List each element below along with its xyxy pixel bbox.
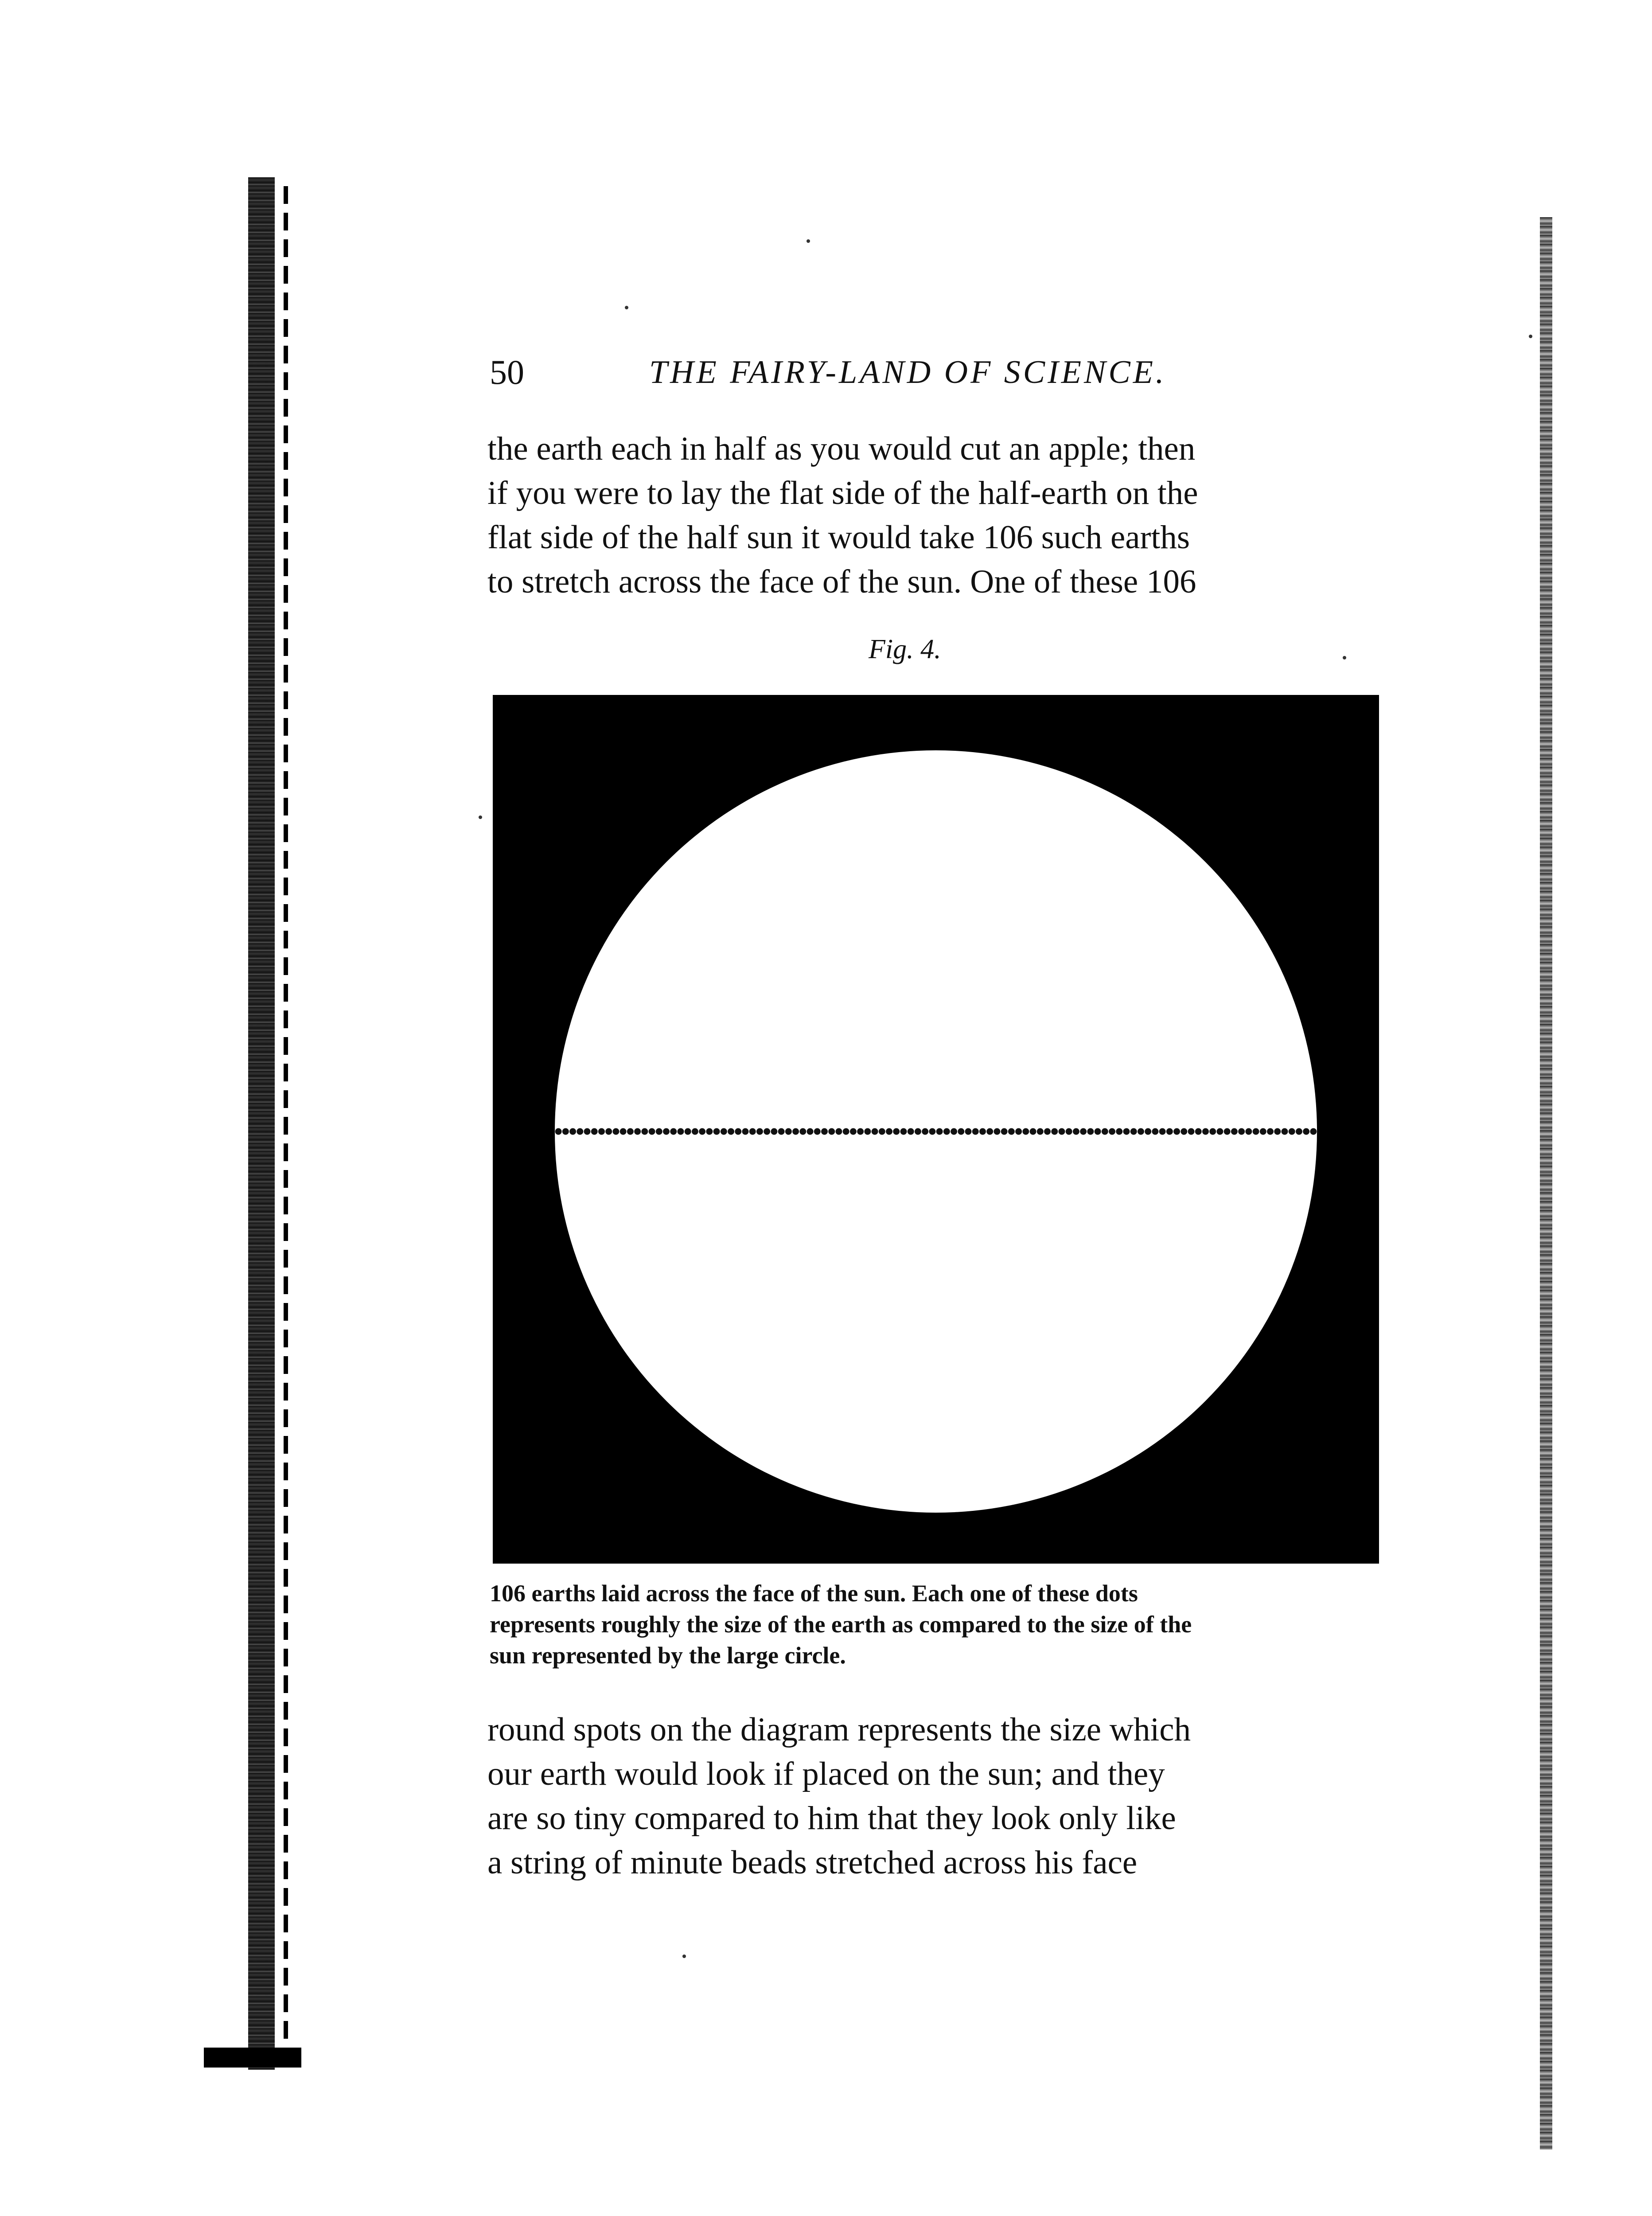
earth-dot bbox=[1087, 1128, 1094, 1135]
earth-dot bbox=[1138, 1128, 1144, 1135]
earth-dot bbox=[756, 1128, 763, 1135]
earth-dot bbox=[692, 1128, 698, 1135]
earth-dot bbox=[569, 1128, 576, 1135]
earth-dot bbox=[555, 1128, 562, 1135]
caption-line: represents roughly the size of the earth as compared to the size of the bbox=[490, 1611, 1192, 1638]
earth-dot bbox=[1181, 1128, 1187, 1135]
earth-dot bbox=[994, 1128, 1000, 1135]
earth-dot bbox=[742, 1128, 749, 1135]
earth-dot bbox=[792, 1128, 799, 1135]
earth-dot bbox=[1310, 1128, 1317, 1135]
earth-dot bbox=[951, 1128, 957, 1135]
earth-dot bbox=[958, 1128, 964, 1135]
earth-dot bbox=[764, 1128, 770, 1135]
figure-label: Fig. 4. bbox=[869, 634, 941, 664]
earth-dot bbox=[1238, 1128, 1245, 1135]
earth-dot bbox=[886, 1128, 892, 1135]
sun-diagram-svg bbox=[493, 695, 1379, 1564]
earth-dot bbox=[699, 1128, 705, 1135]
earth-dot bbox=[620, 1128, 627, 1135]
text-line: the earth each in half as you would cut an apple; then bbox=[487, 430, 1196, 467]
text-line: to stretch across the face of the sun. One of these 106 bbox=[487, 563, 1196, 600]
earth-dot bbox=[1303, 1128, 1309, 1135]
paragraph-top bbox=[487, 427, 1378, 604]
earth-dot bbox=[1202, 1128, 1209, 1135]
earth-dot bbox=[1224, 1128, 1231, 1135]
earth-dot bbox=[1282, 1128, 1288, 1135]
scan-binding-edge-left bbox=[248, 177, 275, 2070]
earth-dot bbox=[1001, 1128, 1008, 1135]
earth-dot bbox=[893, 1128, 900, 1135]
earth-dot bbox=[814, 1128, 821, 1135]
earth-dot bbox=[843, 1128, 849, 1135]
earth-dot bbox=[1066, 1128, 1072, 1135]
earth-dot bbox=[735, 1128, 741, 1135]
earth-dot bbox=[1102, 1128, 1108, 1135]
text-line: our earth would look if placed on the sun; and they bbox=[487, 1756, 1165, 1792]
earth-dot bbox=[1008, 1128, 1015, 1135]
earth-dot bbox=[872, 1128, 878, 1135]
earth-dot bbox=[706, 1128, 713, 1135]
earth-dot bbox=[1159, 1128, 1166, 1135]
earth-dot bbox=[634, 1128, 641, 1135]
earth-dot bbox=[577, 1128, 583, 1135]
earth-dot bbox=[1173, 1128, 1180, 1135]
earth-dot bbox=[612, 1128, 619, 1135]
earth-dot bbox=[1166, 1128, 1173, 1135]
text-line: a string of minute beads stretched across his face bbox=[487, 1844, 1138, 1881]
scan-speck bbox=[807, 239, 810, 243]
earth-dot bbox=[1022, 1128, 1029, 1135]
earth-dot bbox=[915, 1128, 921, 1135]
earth-dot bbox=[1116, 1128, 1122, 1135]
earth-dot bbox=[1095, 1128, 1101, 1135]
earth-dot bbox=[799, 1128, 806, 1135]
earth-dot bbox=[1059, 1128, 1065, 1135]
earth-dot bbox=[828, 1128, 835, 1135]
scan-speck bbox=[1343, 656, 1346, 659]
scan-speck bbox=[625, 306, 628, 309]
earth-dot bbox=[1195, 1128, 1202, 1135]
scan-page-edge-right bbox=[1540, 217, 1552, 2150]
earth-dot bbox=[1037, 1128, 1044, 1135]
earth-dot bbox=[850, 1128, 857, 1135]
earth-dot bbox=[1015, 1128, 1022, 1135]
scan-binding-shadow-left bbox=[284, 186, 288, 2048]
scan-speck bbox=[1529, 335, 1532, 338]
earth-dot bbox=[943, 1128, 950, 1135]
earth-dot bbox=[670, 1128, 677, 1135]
earth-dot bbox=[1130, 1128, 1137, 1135]
earth-dot bbox=[663, 1128, 670, 1135]
earth-dot bbox=[900, 1128, 907, 1135]
scan-speck bbox=[682, 1955, 686, 1958]
earth-dot bbox=[807, 1128, 814, 1135]
earth-dot bbox=[1145, 1128, 1151, 1135]
earth-dot bbox=[584, 1128, 591, 1135]
earth-dot bbox=[649, 1128, 655, 1135]
figure-caption bbox=[490, 1578, 1380, 1671]
earth-dot bbox=[908, 1128, 914, 1135]
earth-dot bbox=[986, 1128, 993, 1135]
earth-dot bbox=[713, 1128, 720, 1135]
earth-dot bbox=[965, 1128, 972, 1135]
earth-dot bbox=[685, 1128, 691, 1135]
earth-dot bbox=[749, 1128, 756, 1135]
earth-dot bbox=[656, 1128, 662, 1135]
earth-dot bbox=[1073, 1128, 1079, 1135]
earth-dot bbox=[864, 1128, 871, 1135]
earth-dot bbox=[678, 1128, 684, 1135]
earth-dot bbox=[598, 1128, 605, 1135]
earth-dot bbox=[1109, 1128, 1115, 1135]
text-line: flat side of the half sun it would take 106 such earths bbox=[487, 519, 1190, 556]
page-number: 50 bbox=[490, 353, 524, 391]
earth-dot bbox=[979, 1128, 986, 1135]
earth-dot bbox=[936, 1128, 943, 1135]
sun-diagram bbox=[493, 695, 1379, 1564]
earth-dot bbox=[728, 1128, 734, 1135]
earth-dot bbox=[1209, 1128, 1216, 1135]
text-line: round spots on the diagram represents the size which bbox=[487, 1711, 1191, 1748]
earth-dot bbox=[972, 1128, 979, 1135]
earth-dot bbox=[1289, 1128, 1295, 1135]
earth-dot bbox=[1260, 1128, 1266, 1135]
earth-dot bbox=[1253, 1128, 1259, 1135]
earth-dot bbox=[1245, 1128, 1252, 1135]
text-line: if you were to lay the flat side of the half-earth on the bbox=[487, 475, 1198, 511]
earth-dot bbox=[1044, 1128, 1051, 1135]
earth-dot bbox=[929, 1128, 935, 1135]
scan-binding-foot bbox=[204, 2048, 301, 2068]
earth-dot bbox=[1123, 1128, 1130, 1135]
earth-dot bbox=[1274, 1128, 1281, 1135]
earth-dot bbox=[1188, 1128, 1195, 1135]
earth-dot bbox=[591, 1128, 598, 1135]
earth-dot bbox=[1231, 1128, 1238, 1135]
paragraph-bottom bbox=[487, 1708, 1378, 1885]
earth-dot bbox=[627, 1128, 634, 1135]
running-head bbox=[490, 350, 1243, 394]
scan-speck bbox=[479, 815, 482, 819]
earth-dot bbox=[641, 1128, 648, 1135]
earth-dot bbox=[1216, 1128, 1223, 1135]
earth-dot bbox=[721, 1128, 727, 1135]
earth-dot bbox=[785, 1128, 792, 1135]
earth-dot bbox=[835, 1128, 842, 1135]
earth-dot bbox=[1296, 1128, 1302, 1135]
earth-dot bbox=[1152, 1128, 1158, 1135]
earth-dot bbox=[922, 1128, 928, 1135]
text-line: are so tiny compared to him that they look only like bbox=[487, 1800, 1176, 1837]
caption-line: 106 earths laid across the face of the sun. Each one of these dots bbox=[490, 1580, 1138, 1607]
running-title: THE FAIRY-LAND OF SCIENCE. bbox=[649, 354, 1167, 390]
caption-line: sun represented by the large circle. bbox=[490, 1642, 846, 1669]
earth-dot bbox=[1267, 1128, 1274, 1135]
earth-dot bbox=[1030, 1128, 1036, 1135]
earth-dot bbox=[771, 1128, 777, 1135]
earth-dot bbox=[857, 1128, 864, 1135]
earth-dot bbox=[778, 1128, 785, 1135]
earth-dot bbox=[562, 1128, 569, 1135]
earth-dot bbox=[821, 1128, 828, 1135]
earth-dot bbox=[1051, 1128, 1058, 1135]
earth-dot bbox=[879, 1128, 885, 1135]
earth-dot bbox=[605, 1128, 612, 1135]
earth-dot bbox=[1080, 1128, 1087, 1135]
